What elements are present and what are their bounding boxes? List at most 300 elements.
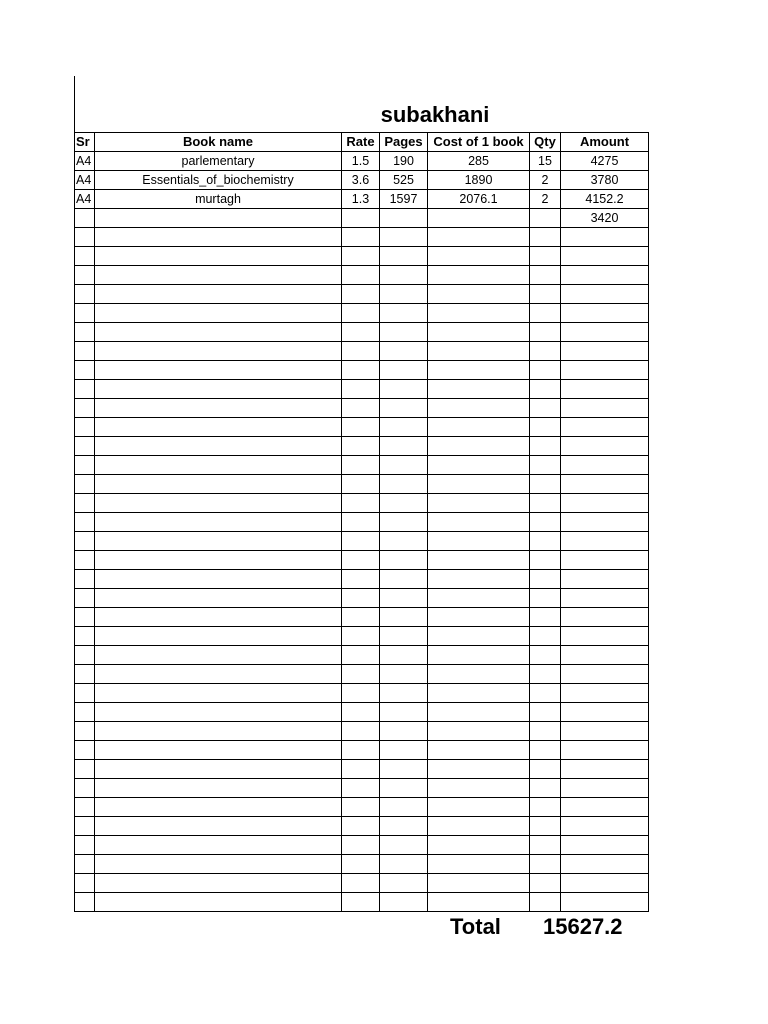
empty-cell-sr[interactable]: [75, 817, 95, 836]
empty-cell-pages[interactable]: [380, 380, 428, 399]
empty-cell-pages[interactable]: [380, 342, 428, 361]
empty-cell-cost[interactable]: [428, 893, 530, 912]
empty-cell-sr[interactable]: [75, 342, 95, 361]
empty-cell-qty[interactable]: [530, 551, 561, 570]
empty-cell-amount[interactable]: [561, 836, 649, 855]
empty-cell-sr[interactable]: [75, 266, 95, 285]
empty-cell-qty[interactable]: [530, 722, 561, 741]
empty-cell-rate[interactable]: [342, 646, 380, 665]
empty-cell-sr[interactable]: [75, 475, 95, 494]
empty-cell-rate[interactable]: [342, 456, 380, 475]
empty-cell-book-name[interactable]: [95, 475, 342, 494]
empty-cell-pages[interactable]: [380, 817, 428, 836]
empty-cell-qty[interactable]: [530, 342, 561, 361]
empty-cell-book-name[interactable]: [95, 247, 342, 266]
empty-cell-rate[interactable]: [342, 437, 380, 456]
empty-cell-qty[interactable]: [530, 684, 561, 703]
empty-cell-amount[interactable]: [561, 760, 649, 779]
empty-cell-qty[interactable]: [530, 760, 561, 779]
empty-cell-rate[interactable]: [342, 874, 380, 893]
empty-cell-sr[interactable]: [75, 418, 95, 437]
empty-cell-qty[interactable]: [530, 304, 561, 323]
empty-cell-book-name[interactable]: [95, 836, 342, 855]
empty-cell-pages[interactable]: [380, 361, 428, 380]
empty-cell-amount[interactable]: [561, 589, 649, 608]
empty-cell-book-name[interactable]: [95, 722, 342, 741]
empty-cell-sr[interactable]: [75, 722, 95, 741]
empty-cell-sr[interactable]: [75, 228, 95, 247]
empty-cell-qty[interactable]: [530, 570, 561, 589]
empty-cell-sr[interactable]: [75, 665, 95, 684]
empty-cell-sr[interactable]: [75, 627, 95, 646]
empty-cell-amount[interactable]: [561, 285, 649, 304]
cell-qty[interactable]: [530, 209, 561, 228]
empty-cell-amount[interactable]: [561, 665, 649, 684]
empty-cell-qty[interactable]: [530, 247, 561, 266]
empty-cell-book-name[interactable]: [95, 266, 342, 285]
empty-cell-rate[interactable]: [342, 304, 380, 323]
empty-cell-cost[interactable]: [428, 361, 530, 380]
empty-cell-amount[interactable]: [561, 817, 649, 836]
empty-row: [75, 893, 649, 912]
empty-cell-book-name[interactable]: [95, 855, 342, 874]
empty-cell-sr[interactable]: [75, 380, 95, 399]
empty-cell-rate[interactable]: [342, 285, 380, 304]
empty-cell-rate[interactable]: [342, 570, 380, 589]
empty-cell-pages[interactable]: [380, 608, 428, 627]
empty-cell-book-name[interactable]: [95, 741, 342, 760]
empty-cell-book-name[interactable]: [95, 703, 342, 722]
empty-cell-rate[interactable]: [342, 532, 380, 551]
empty-cell-pages[interactable]: [380, 418, 428, 437]
empty-cell-rate[interactable]: [342, 855, 380, 874]
empty-cell-amount[interactable]: [561, 323, 649, 342]
empty-cell-sr[interactable]: [75, 798, 95, 817]
empty-cell-cost[interactable]: [428, 266, 530, 285]
cell-qty[interactable]: 2: [530, 190, 561, 209]
empty-cell-sr[interactable]: [75, 855, 95, 874]
empty-cell-qty[interactable]: [530, 323, 561, 342]
empty-cell-pages[interactable]: [380, 874, 428, 893]
empty-cell-book-name[interactable]: [95, 874, 342, 893]
empty-row: [75, 703, 649, 722]
empty-cell-cost[interactable]: [428, 551, 530, 570]
empty-cell-pages[interactable]: [380, 532, 428, 551]
empty-cell-amount[interactable]: [561, 893, 649, 912]
cell-amount[interactable]: 3420: [561, 209, 649, 228]
empty-cell-sr[interactable]: [75, 589, 95, 608]
cell-cost[interactable]: 285: [428, 152, 530, 171]
empty-cell-cost[interactable]: [428, 760, 530, 779]
empty-cell-pages[interactable]: [380, 494, 428, 513]
empty-cell-qty[interactable]: [530, 703, 561, 722]
empty-cell-cost[interactable]: [428, 437, 530, 456]
table-row: [75, 171, 649, 190]
empty-cell-cost[interactable]: [428, 646, 530, 665]
empty-cell-cost[interactable]: [428, 475, 530, 494]
empty-cell-cost[interactable]: [428, 494, 530, 513]
empty-cell-sr[interactable]: [75, 741, 95, 760]
empty-cell-rate[interactable]: [342, 741, 380, 760]
empty-cell-sr[interactable]: [75, 304, 95, 323]
cell-sr[interactable]: A4: [75, 171, 95, 190]
empty-cell-cost[interactable]: [428, 608, 530, 627]
cell-amount[interactable]: 4152.2: [561, 190, 649, 209]
empty-cell-cost[interactable]: [428, 285, 530, 304]
empty-cell-pages[interactable]: [380, 285, 428, 304]
empty-cell-amount[interactable]: [561, 456, 649, 475]
cell-cost[interactable]: 1890: [428, 171, 530, 190]
empty-cell-qty[interactable]: [530, 399, 561, 418]
empty-cell-qty[interactable]: [530, 665, 561, 684]
empty-cell-amount[interactable]: [561, 551, 649, 570]
empty-cell-rate[interactable]: [342, 817, 380, 836]
empty-cell-pages[interactable]: [380, 741, 428, 760]
empty-cell-qty[interactable]: [530, 855, 561, 874]
empty-cell-amount[interactable]: [561, 570, 649, 589]
empty-cell-book-name[interactable]: [95, 304, 342, 323]
empty-cell-pages[interactable]: [380, 247, 428, 266]
empty-row: [75, 494, 649, 513]
empty-row: [75, 722, 649, 741]
empty-cell-pages[interactable]: [380, 304, 428, 323]
empty-cell-sr[interactable]: [75, 285, 95, 304]
empty-cell-cost[interactable]: [428, 836, 530, 855]
empty-cell-amount[interactable]: [561, 703, 649, 722]
empty-cell-amount[interactable]: [561, 627, 649, 646]
empty-cell-qty[interactable]: [530, 874, 561, 893]
empty-cell-rate[interactable]: [342, 418, 380, 437]
empty-cell-rate[interactable]: [342, 342, 380, 361]
empty-cell-qty[interactable]: [530, 513, 561, 532]
empty-row: [75, 323, 649, 342]
empty-cell-book-name[interactable]: [95, 627, 342, 646]
empty-cell-rate[interactable]: [342, 836, 380, 855]
empty-cell-qty[interactable]: [530, 266, 561, 285]
empty-cell-amount[interactable]: [561, 874, 649, 893]
empty-cell-cost[interactable]: [428, 703, 530, 722]
empty-cell-qty[interactable]: [530, 608, 561, 627]
empty-cell-book-name[interactable]: [95, 342, 342, 361]
empty-cell-amount[interactable]: [561, 608, 649, 627]
empty-cell-cost[interactable]: [428, 228, 530, 247]
empty-cell-sr[interactable]: [75, 513, 95, 532]
empty-cell-cost[interactable]: [428, 665, 530, 684]
empty-cell-rate[interactable]: [342, 513, 380, 532]
empty-cell-rate[interactable]: [342, 323, 380, 342]
cell-rate[interactable]: 1.5: [342, 152, 380, 171]
empty-cell-amount[interactable]: [561, 532, 649, 551]
cell-pages[interactable]: 1597: [380, 190, 428, 209]
empty-cell-pages[interactable]: [380, 703, 428, 722]
empty-cell-pages[interactable]: [380, 760, 428, 779]
empty-row: [75, 380, 649, 399]
empty-cell-book-name[interactable]: [95, 494, 342, 513]
empty-cell-qty[interactable]: [530, 893, 561, 912]
empty-cell-sr[interactable]: [75, 532, 95, 551]
empty-cell-cost[interactable]: [428, 247, 530, 266]
cell-book-name[interactable]: [95, 209, 342, 228]
empty-cell-amount[interactable]: [561, 494, 649, 513]
empty-cell-qty[interactable]: [530, 494, 561, 513]
empty-cell-sr[interactable]: [75, 551, 95, 570]
empty-cell-qty[interactable]: [530, 380, 561, 399]
empty-cell-rate[interactable]: [342, 722, 380, 741]
empty-cell-amount[interactable]: [561, 646, 649, 665]
empty-cell-sr[interactable]: [75, 646, 95, 665]
empty-cell-pages[interactable]: [380, 665, 428, 684]
cell-qty[interactable]: 2: [530, 171, 561, 190]
empty-cell-cost[interactable]: [428, 817, 530, 836]
empty-cell-rate[interactable]: [342, 665, 380, 684]
cell-rate[interactable]: [342, 209, 380, 228]
empty-row: [75, 285, 649, 304]
empty-cell-qty[interactable]: [530, 361, 561, 380]
empty-cell-qty[interactable]: [530, 798, 561, 817]
empty-cell-rate[interactable]: [342, 228, 380, 247]
empty-cell-rate[interactable]: [342, 627, 380, 646]
empty-cell-book-name[interactable]: [95, 893, 342, 912]
empty-row: [75, 228, 649, 247]
empty-cell-pages[interactable]: [380, 779, 428, 798]
cell-pages[interactable]: 525: [380, 171, 428, 190]
empty-cell-amount[interactable]: [561, 798, 649, 817]
empty-cell-sr[interactable]: [75, 760, 95, 779]
empty-cell-cost[interactable]: [428, 456, 530, 475]
empty-cell-cost[interactable]: [428, 570, 530, 589]
empty-cell-cost[interactable]: [428, 589, 530, 608]
empty-cell-book-name[interactable]: [95, 323, 342, 342]
empty-cell-amount[interactable]: [561, 247, 649, 266]
empty-cell-pages[interactable]: [380, 228, 428, 247]
empty-cell-cost[interactable]: [428, 342, 530, 361]
empty-cell-cost[interactable]: [428, 741, 530, 760]
empty-cell-pages[interactable]: [380, 266, 428, 285]
empty-cell-rate[interactable]: [342, 399, 380, 418]
empty-cell-pages[interactable]: [380, 627, 428, 646]
empty-cell-cost[interactable]: [428, 513, 530, 532]
empty-cell-cost[interactable]: [428, 323, 530, 342]
empty-cell-qty[interactable]: [530, 228, 561, 247]
empty-cell-amount[interactable]: [561, 228, 649, 247]
empty-cell-rate[interactable]: [342, 551, 380, 570]
empty-cell-amount[interactable]: [561, 418, 649, 437]
empty-cell-sr[interactable]: [75, 399, 95, 418]
empty-cell-rate[interactable]: [342, 684, 380, 703]
empty-cell-cost[interactable]: [428, 627, 530, 646]
empty-cell-pages[interactable]: [380, 437, 428, 456]
empty-cell-sr[interactable]: [75, 323, 95, 342]
empty-cell-qty[interactable]: [530, 836, 561, 855]
empty-cell-pages[interactable]: [380, 399, 428, 418]
empty-cell-rate[interactable]: [342, 589, 380, 608]
empty-cell-pages[interactable]: [380, 893, 428, 912]
empty-cell-pages[interactable]: [380, 684, 428, 703]
empty-cell-pages[interactable]: [380, 798, 428, 817]
empty-cell-qty[interactable]: [530, 741, 561, 760]
empty-cell-cost[interactable]: [428, 779, 530, 798]
empty-cell-book-name[interactable]: [95, 817, 342, 836]
empty-cell-sr[interactable]: [75, 703, 95, 722]
empty-cell-book-name[interactable]: [95, 760, 342, 779]
empty-cell-amount[interactable]: [561, 342, 649, 361]
empty-cell-qty[interactable]: [530, 589, 561, 608]
empty-cell-rate[interactable]: [342, 703, 380, 722]
empty-cell-amount[interactable]: [561, 779, 649, 798]
cell-book-name[interactable]: murtagh: [95, 190, 342, 209]
empty-cell-pages[interactable]: [380, 836, 428, 855]
empty-cell-sr[interactable]: [75, 247, 95, 266]
empty-cell-sr[interactable]: [75, 361, 95, 380]
empty-cell-cost[interactable]: [428, 380, 530, 399]
empty-cell-rate[interactable]: [342, 475, 380, 494]
empty-cell-book-name[interactable]: [95, 646, 342, 665]
empty-cell-qty[interactable]: [530, 418, 561, 437]
empty-cell-sr[interactable]: [75, 836, 95, 855]
empty-cell-qty[interactable]: [530, 627, 561, 646]
empty-row: [75, 665, 649, 684]
cell-pages[interactable]: [380, 209, 428, 228]
empty-row: [75, 741, 649, 760]
empty-cell-amount[interactable]: [561, 437, 649, 456]
empty-cell-cost[interactable]: [428, 532, 530, 551]
empty-cell-rate[interactable]: [342, 380, 380, 399]
empty-cell-cost[interactable]: [428, 798, 530, 817]
empty-cell-amount[interactable]: [561, 399, 649, 418]
empty-cell-pages[interactable]: [380, 855, 428, 874]
empty-cell-qty[interactable]: [530, 475, 561, 494]
empty-cell-sr[interactable]: [75, 456, 95, 475]
cell-qty[interactable]: 15: [530, 152, 561, 171]
empty-cell-cost[interactable]: [428, 684, 530, 703]
empty-cell-rate[interactable]: [342, 798, 380, 817]
empty-cell-cost[interactable]: [428, 304, 530, 323]
empty-cell-sr[interactable]: [75, 779, 95, 798]
empty-cell-amount[interactable]: [561, 304, 649, 323]
empty-cell-rate[interactable]: [342, 760, 380, 779]
empty-cell-sr[interactable]: [75, 608, 95, 627]
cell-cost[interactable]: [428, 209, 530, 228]
empty-row: [75, 513, 649, 532]
cell-cost[interactable]: 2076.1: [428, 190, 530, 209]
empty-row: [75, 475, 649, 494]
cell-sr[interactable]: A4: [75, 152, 95, 171]
empty-cell-book-name[interactable]: [95, 285, 342, 304]
empty-cell-rate[interactable]: [342, 361, 380, 380]
cell-sr[interactable]: A4: [75, 190, 95, 209]
empty-cell-pages[interactable]: [380, 570, 428, 589]
empty-cell-qty[interactable]: [530, 285, 561, 304]
empty-cell-qty[interactable]: [530, 779, 561, 798]
empty-cell-book-name[interactable]: [95, 437, 342, 456]
empty-cell-book-name[interactable]: [95, 665, 342, 684]
cell-amount[interactable]: 3780: [561, 171, 649, 190]
empty-cell-amount[interactable]: [561, 380, 649, 399]
empty-cell-book-name[interactable]: [95, 684, 342, 703]
empty-cell-amount[interactable]: [561, 722, 649, 741]
empty-row: [75, 266, 649, 285]
empty-cell-qty[interactable]: [530, 437, 561, 456]
empty-cell-book-name[interactable]: [95, 551, 342, 570]
empty-cell-rate[interactable]: [342, 266, 380, 285]
empty-cell-sr[interactable]: [75, 570, 95, 589]
empty-cell-amount[interactable]: [561, 361, 649, 380]
empty-cell-cost[interactable]: [428, 722, 530, 741]
empty-cell-book-name[interactable]: [95, 589, 342, 608]
empty-cell-amount[interactable]: [561, 741, 649, 760]
empty-cell-sr[interactable]: [75, 437, 95, 456]
cell-rate[interactable]: 3.6: [342, 171, 380, 190]
empty-cell-book-name[interactable]: [95, 380, 342, 399]
empty-cell-book-name[interactable]: [95, 456, 342, 475]
empty-cell-book-name[interactable]: [95, 532, 342, 551]
left-border-line: [74, 76, 75, 132]
empty-cell-sr[interactable]: [75, 684, 95, 703]
empty-cell-qty[interactable]: [530, 817, 561, 836]
empty-cell-pages[interactable]: [380, 475, 428, 494]
empty-cell-amount[interactable]: [561, 684, 649, 703]
empty-cell-book-name[interactable]: [95, 608, 342, 627]
empty-cell-rate[interactable]: [342, 247, 380, 266]
cell-rate[interactable]: 1.3: [342, 190, 380, 209]
empty-cell-pages[interactable]: [380, 551, 428, 570]
sheet-title: subakhani: [380, 102, 490, 127]
empty-cell-pages[interactable]: [380, 722, 428, 741]
empty-cell-rate[interactable]: [342, 893, 380, 912]
cell-pages[interactable]: 190: [380, 152, 428, 171]
empty-row: [75, 304, 649, 323]
empty-cell-cost[interactable]: [428, 399, 530, 418]
empty-cell-book-name[interactable]: [95, 570, 342, 589]
empty-cell-amount[interactable]: [561, 513, 649, 532]
empty-cell-amount[interactable]: [561, 266, 649, 285]
empty-cell-book-name[interactable]: [95, 228, 342, 247]
empty-cell-book-name[interactable]: [95, 361, 342, 380]
empty-cell-amount[interactable]: [561, 855, 649, 874]
header-rate: Rate: [342, 133, 380, 152]
empty-cell-qty[interactable]: [530, 456, 561, 475]
empty-cell-book-name[interactable]: [95, 779, 342, 798]
empty-cell-rate[interactable]: [342, 608, 380, 627]
empty-cell-sr[interactable]: [75, 494, 95, 513]
empty-cell-qty[interactable]: [530, 646, 561, 665]
empty-row: [75, 627, 649, 646]
empty-row: [75, 247, 649, 266]
empty-cell-pages[interactable]: [380, 456, 428, 475]
empty-cell-cost[interactable]: [428, 874, 530, 893]
empty-cell-cost[interactable]: [428, 418, 530, 437]
cell-book-name[interactable]: Essentials_of_biochemistry: [95, 171, 342, 190]
empty-cell-sr[interactable]: [75, 893, 95, 912]
cell-book-name[interactable]: parlementary: [95, 152, 342, 171]
empty-cell-pages[interactable]: [380, 513, 428, 532]
empty-cell-pages[interactable]: [380, 323, 428, 342]
empty-cell-book-name[interactable]: [95, 513, 342, 532]
empty-cell-qty[interactable]: [530, 532, 561, 551]
empty-cell-book-name[interactable]: [95, 399, 342, 418]
empty-cell-rate[interactable]: [342, 779, 380, 798]
empty-cell-book-name[interactable]: [95, 798, 342, 817]
empty-cell-book-name[interactable]: [95, 418, 342, 437]
empty-cell-amount[interactable]: [561, 475, 649, 494]
cell-amount[interactable]: 4275: [561, 152, 649, 171]
empty-cell-rate[interactable]: [342, 494, 380, 513]
empty-cell-pages[interactable]: [380, 589, 428, 608]
empty-cell-cost[interactable]: [428, 855, 530, 874]
empty-cell-sr[interactable]: [75, 874, 95, 893]
empty-cell-pages[interactable]: [380, 646, 428, 665]
cell-sr[interactable]: [75, 209, 95, 228]
